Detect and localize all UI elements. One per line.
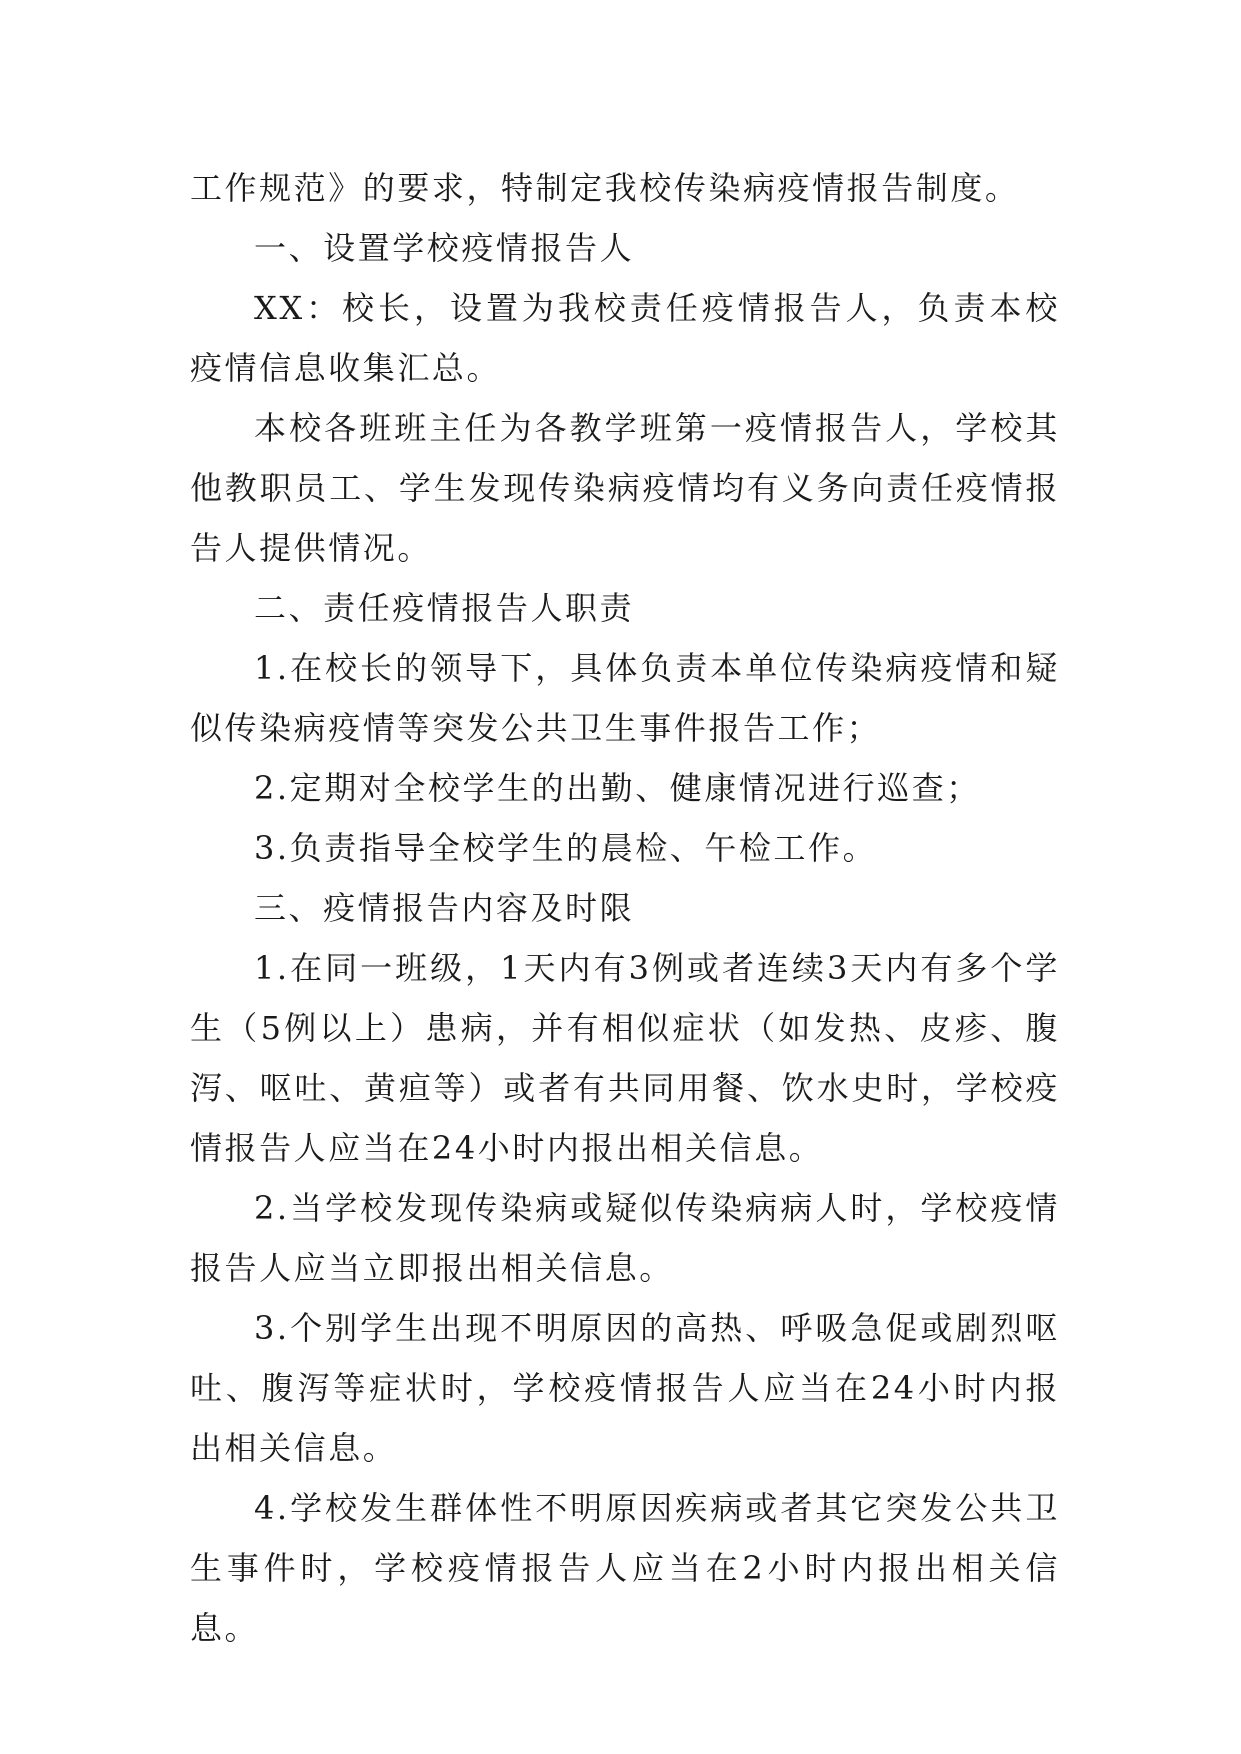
list-item: 4.学校发生群体性不明原因疾病或者其它突发公共卫生事件时，学校疫情报告人应当在2小时内报出相关信息。 bbox=[190, 1489, 1060, 1647]
document-body bbox=[190, 158, 1060, 1658]
section-heading-1: 一、设置学校疫情报告人 bbox=[254, 229, 635, 267]
list-item: 2.当学校发现传染病或疑似传染病病人时，学校疫情报告人应当立即报出相关信息。 bbox=[190, 1189, 1060, 1287]
list-item: 3.负责指导全校学生的晨检、午检工作。 bbox=[254, 829, 878, 867]
paragraph: XX：校长，设置为我校责任疫情报告人，负责本校疫情信息收集汇总。 bbox=[190, 289, 1060, 387]
section-heading-2: 二、责任疫情报告人职责 bbox=[254, 589, 635, 627]
list-item: 1.在同一班级，1天内有3例或者连续3天内有多个学生（5例以上）患病，并有相似症状（如发热、皮疹、腹泻、呕吐、黄疸等）或者有共同用餐、饮水史时，学校疫情报告人应当在24小时内报出相关信息。 bbox=[190, 949, 1060, 1167]
list-item: 1.在校长的领导下，具体负责本单位传染病疫情和疑似传染病疫情等突发公共卫生事件报告工作； bbox=[190, 649, 1060, 747]
list-item: 2.定期对全校学生的出勤、健康情况进行巡查； bbox=[254, 769, 981, 807]
section-heading-3: 三、疫情报告内容及时限 bbox=[254, 889, 635, 927]
paragraph: 本校各班班主任为各教学班第一疫情报告人，学校其他教职员工、学生发现传染病疫情均有义务向责任疫情报告人提供情况。 bbox=[190, 409, 1060, 567]
paragraph-continuation: 工作规范》的要求，特制定我校传染病疫情报告制度。 bbox=[190, 169, 1020, 207]
list-item: 3.个别学生出现不明原因的高热、呼吸急促或剧烈呕吐、腹泻等症状时，学校疫情报告人应当在24小时内报出相关信息。 bbox=[190, 1309, 1060, 1467]
